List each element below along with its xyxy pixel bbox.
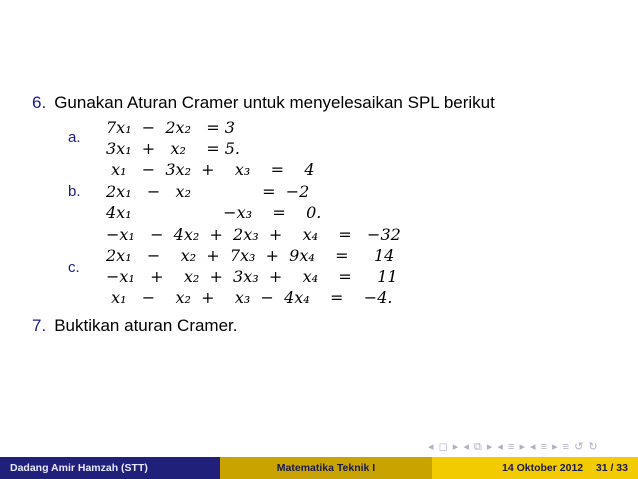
equation-c-3: −x₁ + x₂ + 3x₃ + x₄ = 11: [106, 267, 398, 286]
question-7-text: Buktikan aturan Cramer.: [54, 316, 238, 335]
footer-date: 14 Oktober 2012: [502, 462, 584, 474]
equation-b-1: x₁ − 3x₂ + x₃ = 4: [106, 160, 315, 179]
footer-bar: [0, 457, 638, 479]
part-b-label: b.: [68, 183, 81, 200]
footer-page-number: 31 / 33: [595, 462, 628, 474]
equation-b-2: 2x₁ − x₂ = −2: [106, 182, 310, 201]
question-6-number: 6.: [32, 93, 47, 112]
equation-b-3: 4x₁ −x₃ = 0.: [106, 203, 322, 222]
equation-c-4: x₁ − x₂ + x₃ − 4x₄ = −4.: [106, 288, 393, 307]
equation-c-2: 2x₁ − x₂ + 7x₃ + 9x₄ = 14: [106, 246, 395, 265]
equation-c-1: −x₁ − 4x₂ + 2x₃ + x₄ = −32: [106, 225, 401, 244]
question-6-text: Gunakan Aturan Cramer untuk menyelesaikan SPL berikut: [54, 93, 495, 112]
footer-author: Dadang Amir Hamzah (STT): [0, 457, 220, 479]
question-7: [32, 316, 238, 336]
footer-course: Matematika Teknik I: [220, 457, 432, 479]
part-a-label: a.: [68, 129, 81, 146]
question-7-number: 7.: [32, 316, 47, 335]
part-c-label: c.: [68, 259, 80, 276]
question-6: [32, 93, 495, 113]
equation-a-1: 7x₁ − 2x₂ = 3: [106, 118, 235, 137]
equation-a-2: 3x₁ + x₂ = 5.: [106, 139, 240, 158]
footer-right: [432, 457, 638, 479]
beamer-navigation-icons[interactable]: ◂ ◻ ▸ ◂ ⧉ ▸ ◂ ≡ ▸ ◂ ≡ ▸ ≡ ↺ ↻: [428, 441, 599, 453]
